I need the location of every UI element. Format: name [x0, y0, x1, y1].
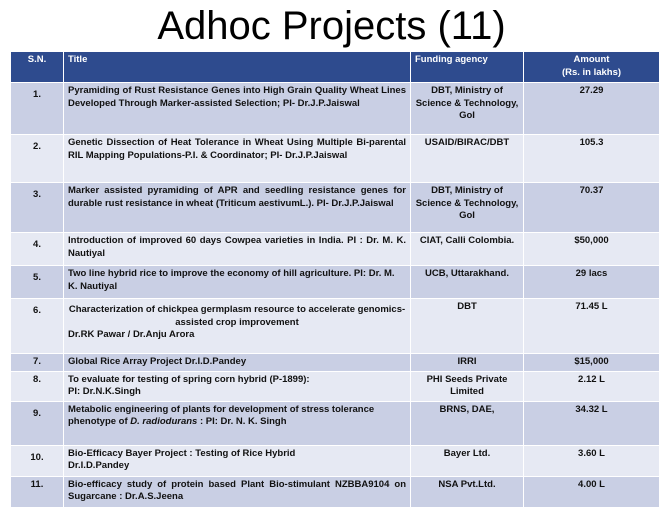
- header-amount-line1: Amount: [573, 54, 610, 65]
- cell-amount: 3.60 L: [524, 445, 660, 476]
- cell-agency: Bayer Ltd.: [411, 445, 524, 476]
- cell-sn: 5.: [11, 266, 64, 299]
- cell-title: Two line hybrid rice to improve the economy of hill agriculture. PI: Dr. M. K. Nautiyal: [64, 266, 411, 299]
- cell-sn: 7.: [11, 354, 64, 372]
- cell-title: Introduction of improved 60 days Cowpea varieties in India. PI : Dr. M. K. Nautiyal: [64, 233, 411, 266]
- table-row: [11, 183, 660, 233]
- cell-title: [64, 445, 411, 476]
- cell-title: Global Rice Array Project Dr.I.D.Pandey: [64, 354, 411, 372]
- cell-amount: 34.32 L: [524, 401, 660, 445]
- cell-sn: 3.: [11, 183, 64, 233]
- cell-agency: PHI Seeds Private Limited: [411, 371, 524, 401]
- cell-sn: 6.: [11, 299, 64, 354]
- cell-sn: 8.: [11, 371, 64, 401]
- cell-title: [64, 401, 411, 445]
- cell-sn: 9.: [11, 401, 64, 445]
- cell-amount: $15,000: [524, 354, 660, 372]
- table-row: [11, 371, 660, 401]
- cell-agency: IRRI: [411, 354, 524, 372]
- cell-amount: 70.37: [524, 183, 660, 233]
- table-row: [11, 83, 660, 135]
- header-agency: Funding agency: [411, 52, 524, 83]
- table-row: [11, 445, 660, 476]
- title-pi: Dr.I.D.Pandey: [68, 460, 130, 471]
- cell-title: [64, 299, 411, 354]
- cell-title: Marker assisted pyramiding of APR and seedling resistance genes for durable rust resistance in wheat (Triticum aestivumL.). PI- Dr.J.P.Jaiswal: [64, 183, 411, 233]
- cell-sn: 2.: [11, 135, 64, 183]
- header-row: [11, 52, 660, 83]
- cell-title: Bio-efficacy study of protein based Plant Bio-stimulant NZBBA9104 on Sugarcane : Dr.A.S.Jeena: [64, 476, 411, 507]
- title-pi: PI: Dr.N.K.Singh: [68, 386, 141, 397]
- table-row: [11, 401, 660, 445]
- cell-sn: 4.: [11, 233, 64, 266]
- cell-agency: DBT, Ministry of Science & Technology, GoI: [411, 183, 524, 233]
- table-row: [11, 476, 660, 507]
- cell-amount: 4.00 L: [524, 476, 660, 507]
- cell-amount: 2.12 L: [524, 371, 660, 401]
- page-title: Adhoc Projects (11): [157, 4, 506, 48]
- table-row: [11, 135, 660, 183]
- table-row: [11, 299, 660, 354]
- cell-amount: 29 lacs: [524, 266, 660, 299]
- header-amount-line2: (Rs. in lakhs): [561, 66, 622, 78]
- cell-sn: 10.: [11, 445, 64, 476]
- header-title: Title: [64, 52, 411, 83]
- table-row: [11, 266, 660, 299]
- header-amount: [524, 52, 660, 83]
- cell-amount: 71.45 L: [524, 299, 660, 354]
- cell-agency: CIAT, Calli Colombia.: [411, 233, 524, 266]
- title-main: To evaluate for testing of spring corn hybrid (P-1899):: [68, 373, 310, 385]
- cell-agency: DBT: [411, 299, 524, 354]
- title-main: Bio-Efficacy Bayer Project : Testing of Rice Hybrid: [68, 447, 296, 459]
- cell-sn: 1.: [11, 83, 64, 135]
- cell-amount: $50,000: [524, 233, 660, 266]
- cell-title: [64, 371, 411, 401]
- title-main: Characterization of chickpea germplasm resource to accelerate genomics-assisted crop improvement: [68, 304, 406, 328]
- cell-amount: 27.29: [524, 83, 660, 135]
- cell-agency: USAID/BIRAC/DBT: [411, 135, 524, 183]
- cell-agency: BRNS, DAE,: [411, 401, 524, 445]
- cell-amount: 105.3: [524, 135, 660, 183]
- table-row: [11, 233, 660, 266]
- header-sn: S.N.: [11, 52, 64, 83]
- title-pi: Dr.RK Pawar / Dr.Anju Arora: [68, 329, 195, 340]
- cell-sn: 11.: [11, 476, 64, 507]
- cell-agency: NSA Pvt.Ltd.: [411, 476, 524, 507]
- cell-title: Genetic Dissection of Heat Tolerance in Wheat Using Multiple Bi-parental RIL Mapping Populations-P.I. & Coordinator; PI- Dr.J.P.Jaiswal: [64, 135, 411, 183]
- cell-agency: UCB, Uttarakhand.: [411, 266, 524, 299]
- projects-table: [10, 51, 660, 508]
- table-row: [11, 354, 660, 372]
- title-text-a: Metabolic engineering of plants for development of stress tolerance phenotype of: [68, 403, 375, 427]
- cell-agency: DBT, Ministry of Science & Technology, GoI: [411, 83, 524, 135]
- title-text-b: : PI: Dr. N. K. Singh: [197, 416, 287, 427]
- title-italic: D. radiodurans: [130, 416, 198, 427]
- cell-title: Pyramiding of Rust Resistance Genes into High Grain Quality Wheat Lines Developed Through Marker-assisted Selection; PI- Dr.J.P.Jaiswal: [64, 83, 411, 135]
